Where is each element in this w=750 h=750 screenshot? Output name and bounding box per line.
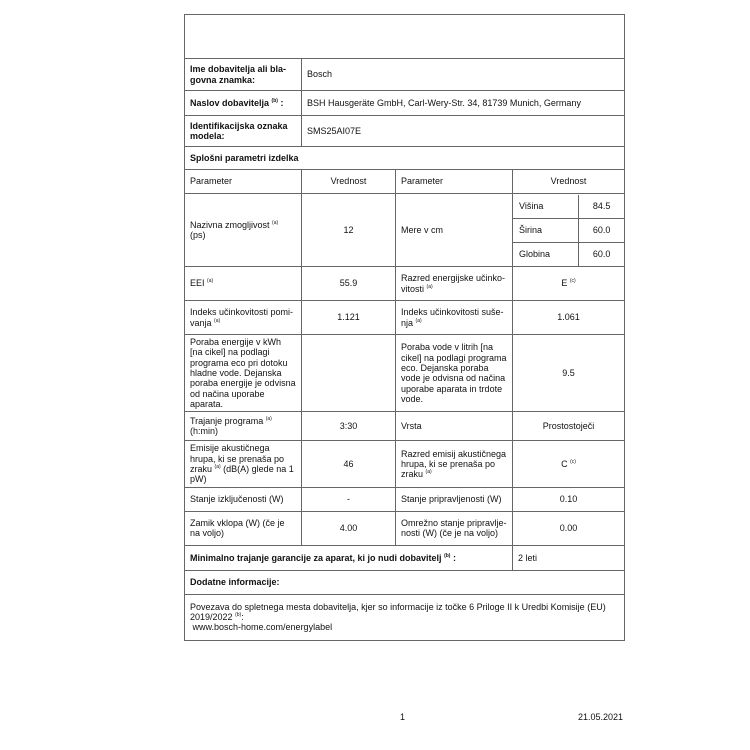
height-value: 84.5 <box>579 195 624 219</box>
depth-value: 60.0 <box>592 248 611 259</box>
depth-label: Globina <box>513 242 579 266</box>
width-label: Širina <box>513 218 579 242</box>
address-label: Naslov dobavitelja <box>190 97 270 108</box>
power-state-row <box>185 487 625 511</box>
document-date: 21.05.2021 <box>578 712 624 722</box>
section-title: Splošni parametri izdelka <box>185 147 625 170</box>
eei-row <box>185 267 625 301</box>
drying-value: 1.061 <box>513 301 625 335</box>
duration-note: (a) <box>265 416 272 423</box>
delay-value: 4.00 <box>302 511 396 545</box>
energy-class-value: E <box>561 278 568 289</box>
column-header-row <box>185 170 625 194</box>
energy-class-value-cell <box>513 267 625 301</box>
capacity-label-cell <box>185 194 302 267</box>
duration-row <box>185 412 625 441</box>
capacity-value: 12 <box>302 194 396 267</box>
off-value: - <box>302 487 396 511</box>
capacity-note: (a) <box>272 219 279 226</box>
noise-class-value-cell <box>513 441 625 487</box>
col-header-parameter-2: Parameter <box>396 170 513 194</box>
network-value: 0.00 <box>513 511 625 545</box>
energy-class-value-note: (c) <box>569 278 576 285</box>
supplier-website-link[interactable]: www.bosch-home.com/energylabel <box>192 622 333 633</box>
address-colon: : <box>280 97 284 108</box>
additional-info-row <box>185 594 625 640</box>
model-row <box>185 116 625 147</box>
address-label-cell <box>185 91 302 116</box>
model-value: SMS25AI07E <box>302 116 625 147</box>
network-label: Omrežno stanje pripravlje-nosti (W) (če je na voljo) <box>396 511 513 545</box>
delay-label: Zamik vklopa (W) (če je na voljo) <box>185 511 302 545</box>
energy-cons-value <box>302 335 396 412</box>
col-header-parameter-1: Parameter <box>185 170 302 194</box>
guarantee-row <box>185 545 625 570</box>
additional-note: (b) <box>235 612 242 619</box>
guarantee-value: 2 leti <box>513 545 625 570</box>
section-title-row <box>185 147 625 170</box>
off-label: Stanje izključenosti (W) <box>185 487 302 511</box>
water-cons-value: 9.5 <box>513 335 625 412</box>
eei-label: EEI <box>190 278 205 289</box>
energy-class-label: Razred energijske učinko-vitosti <box>401 273 506 294</box>
guarantee-label-cell <box>185 545 513 570</box>
guarantee-note: (b) <box>444 552 451 559</box>
address-row <box>185 91 625 116</box>
supplier-label: Ime dobavitelja ali bla-govna znamka: <box>185 59 302 91</box>
noise-label: Emisije akustičnega hrupa, ki se prenaša po zraku <box>190 443 285 475</box>
drying-label-cell <box>396 301 513 335</box>
noise-class-value-note: (c) <box>570 458 576 465</box>
eei-value: 55.9 <box>302 267 396 301</box>
model-label: Identifikacijska oznaka modela: <box>185 116 302 147</box>
dimensions-cell <box>513 194 625 267</box>
energy-cons-label: Poraba energije v kWh [na cikel] na podlagi programa eco pri dotoku hladne vode. Dejanska poraba energije je odvisna od načina uporabe aparata. <box>185 335 302 412</box>
height-label: Višina <box>513 195 579 219</box>
guarantee-colon: : <box>452 552 456 563</box>
col-header-value-1: Vrednost <box>302 170 396 194</box>
drying-label: Indeks učinkovitosti suše-nja <box>401 307 504 328</box>
capacity-row <box>185 194 625 267</box>
address-value: BSH Hausgeräte GmbH, Carl-Wery-Str. 34, 81739 Munich, Germany <box>302 91 625 116</box>
delay-row <box>185 511 625 545</box>
drying-note: (a) <box>415 317 422 324</box>
energy-class-note: (a) <box>426 283 433 290</box>
dimensions-table <box>513 195 624 266</box>
capacity-unit: (ps) <box>190 230 206 240</box>
noise-value: 46 <box>302 441 396 487</box>
supplier-value: Bosch <box>302 59 625 91</box>
noise-class-label: Razred emisij akustičnega hrupa, ki se prenaša po zraku <box>401 448 507 480</box>
page-number: 1 <box>400 712 406 722</box>
blank-header-row <box>185 15 625 59</box>
type-label: Vrsta <box>396 412 513 441</box>
guarantee-label: Minimalno trajanje garancije za aparat, ki jo nudi dobavitelj <box>190 552 442 563</box>
additional-text: Povezava do spletnega mesta dobavitelja, kjer so informacije iz točke 6 Priloge II k Uredbi Komisije (EU) 2019/2022 <box>190 601 606 623</box>
water-cons-label: Poraba vode v litrih [na cikel] na podlagi programa eco. Dejanska poraba vode je odvisna od načina uporabe aparata in trdote vode. <box>396 335 513 412</box>
cleaning-note: (a) <box>214 317 221 324</box>
capacity-label: Nazivna zmogljivost <box>190 219 270 230</box>
consumption-row <box>185 335 625 412</box>
standby-value: 0.10 <box>513 487 625 511</box>
energy-class-label-cell <box>396 267 513 301</box>
cleaning-label: Indeks učinkovitosti pomi-vanja <box>190 307 294 328</box>
width-value: 60.0 <box>579 218 624 242</box>
noise-row <box>185 441 625 487</box>
noise-class-label-cell <box>396 441 513 487</box>
additional-info-cell <box>185 594 625 640</box>
dimensions-label: Mere v cm <box>396 194 513 267</box>
noise-class-value: C <box>561 458 568 469</box>
supplier-row <box>185 59 625 91</box>
col-header-value-2: Vrednost <box>513 170 625 194</box>
cleaning-value: 1.121 <box>302 301 396 335</box>
noise-note: (a) <box>214 464 221 471</box>
noise-unit: (dB(A) glede na 1 pW) <box>190 464 294 485</box>
noise-class-note: (a) <box>425 469 432 476</box>
eei-note: (a) <box>207 278 214 285</box>
additional-colon: : <box>241 612 244 623</box>
product-info-sheet <box>184 14 625 641</box>
efficiency-row <box>185 301 625 335</box>
standby-label: Stanje pripravljenosti (W) <box>396 487 513 511</box>
duration-unit: (h:min) <box>190 426 219 437</box>
eei-label-cell <box>185 267 302 301</box>
cleaning-label-cell <box>185 301 302 335</box>
noise-label-cell <box>185 441 302 487</box>
type-value: Prostostoječi <box>513 412 625 441</box>
additional-title-row <box>185 570 625 594</box>
additional-title: Dodatne informacije: <box>185 570 625 594</box>
duration-value: 3:30 <box>302 412 396 441</box>
address-note: (b) <box>271 97 278 104</box>
blank-header-cell <box>185 15 625 59</box>
duration-label: Trajanje programa <box>190 416 264 427</box>
duration-label-cell <box>185 412 302 441</box>
